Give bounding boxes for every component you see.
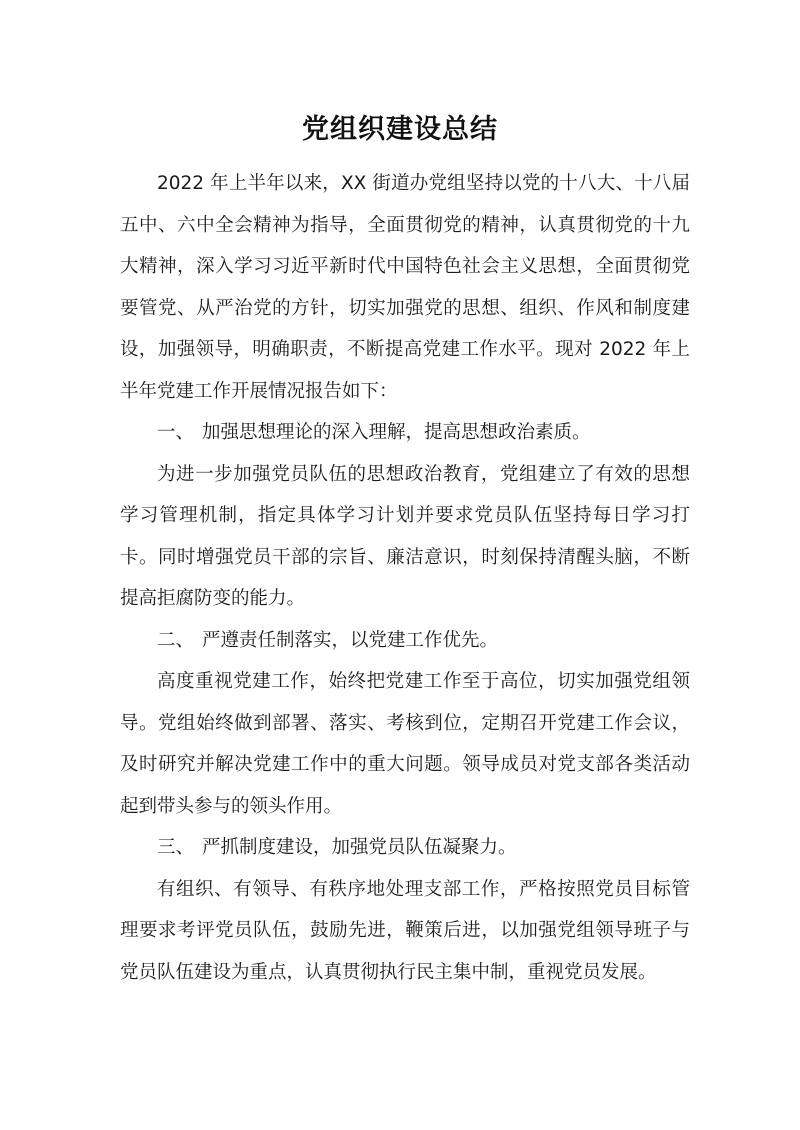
section-heading-3 — [120, 827, 690, 869]
section-number-1: 一、 — [157, 422, 195, 443]
section-heading-2 — [120, 620, 690, 662]
section-body-1: 为进一步加强党员队伍的思想政治教育，党组建立了有效的思想学习管理机制，指定具体学习计划并要求党员队伍坚持每日学习打卡。同时增强党员干部的宗旨、廉洁意识，时刻保持清醒头脑，不断提高拒腐防变的能力。 — [120, 463, 690, 609]
document-body — [120, 163, 690, 993]
section-body-3: 有组织、有领导、有秩序地处理支部工作，严格按照党员目标管理要求考评党员队伍，鼓励先进，鞭策后进，以加强党组领导班子与党员队伍建设为重点，认真贯彻执行民主集中制，重视党员发展。 — [120, 878, 690, 983]
section-heading-text-2: 严遵责任制落实，以党建工作优先。 — [202, 629, 499, 651]
section-number-2: 二、 — [157, 629, 195, 651]
section-body-2: 高度重视党建工作，始终把党建工作至于高位，切实加强党组领导。党组始终做到部署、落实、考核到位，定期召开党建工作会议，及时研究并解决党建工作中的重大问题。领导成员对党支部各类活动起到带头参与的领头作用。 — [120, 671, 690, 817]
section-heading-text-3: 严抓制度建设，加强党员队伍凝聚力。 — [202, 837, 517, 858]
section-heading-1 — [120, 412, 690, 454]
document-title: 党组织建设总结 — [302, 114, 498, 145]
section-number-3: 三、 — [157, 837, 195, 858]
intro-paragraph: 2022 年上半年以来，XX 街道办党组坚持以党的十八大、十八届五中、六中全会精神为指导，全面贯彻党的精神，认真贯彻党的十九大精神，深入学习习近平新时代中国特色社会主义思想，全面贯彻党要管党、从严治党的方针，切实加强党的思想、组织、作风和制度建设，加强领导，明确职责，不断提高党建工作水平。现对 2022 年上半年党建工作开展情况报告如下： — [120, 173, 690, 402]
section-heading-text-1: 加强思想理论的深入理解，提高思想政治素质。 — [202, 422, 591, 443]
